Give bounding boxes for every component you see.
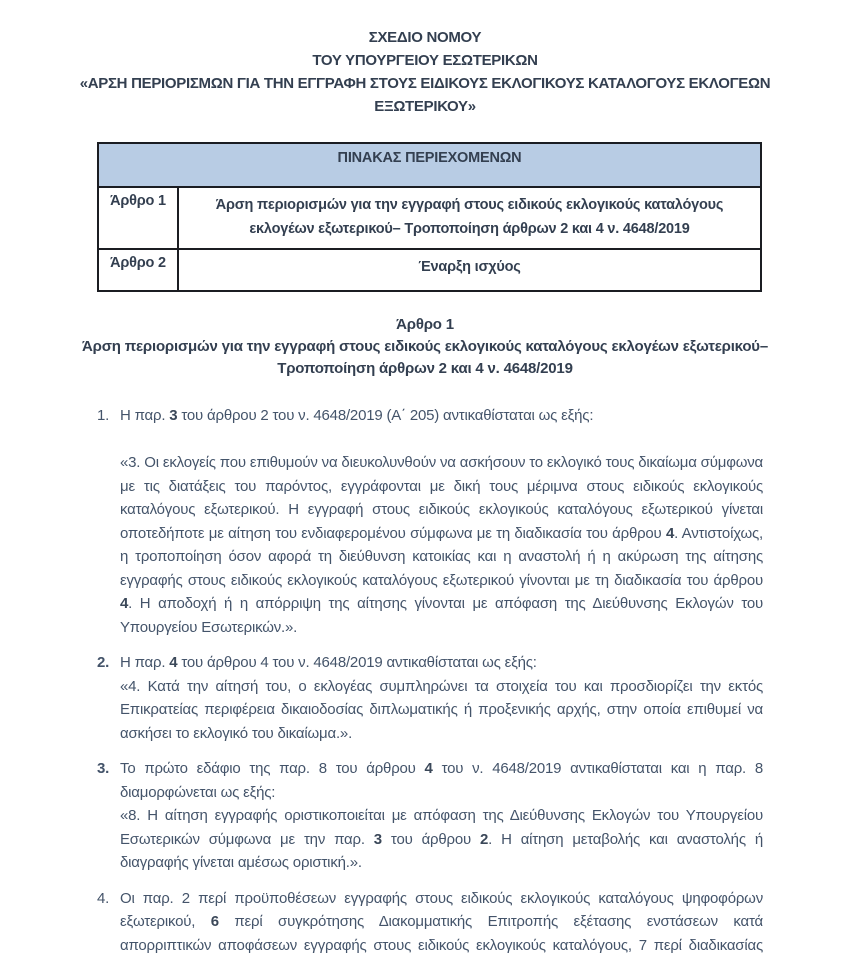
text-run: του άρθρου 4 του ν. 4648/2019 αντικαθίσταται ως εξής:	[177, 654, 536, 671]
text-run: Η παρ.	[120, 407, 169, 424]
document-title-line: «ΑΡΣΗ ΠΕΡΙΟΡΙΣΜΩΝ ΓΙΑ ΤΗΝ ΕΓΓΡΑΦΗ ΣΤΟΥΣ ΕΙΔΙΚΟΥΣ ΕΚΛΟΓΙΚΟΥΣ ΚΑΤΑΛΟΓΟΥΣ ΕΚΛΟΓΕΩΝ ΕΞΩΤΕΡΙΚΟΥ»	[60, 72, 790, 118]
text-run: . Η αίτηση μεταβολής και αναστολής ή διαγραφής γίνεται αμέσως οριστική.».	[120, 831, 763, 872]
text-run: «8. Η αίτηση εγγραφής οριστικοποιείται με απόφαση της Διεύθυνσης Εκλογών του Υπουργείου Εσωτερικών σύμφωνα με την παρ.	[120, 807, 763, 848]
text-run: «3. Οι εκλογείς που επιθυμούν να διευκολυνθούν να ασκήσουν το εκλογικό τους δικαίωμα σύμφωνα με τις διατάξεις του παρόντος, εγγράφονται με δική τους μέριμνα στους ειδικούς εκλογικούς καταλόγους εξωτερικού. Η εγγραφή στους ειδικούς εκλογικούς καταλόγους εξωτερικού γίνεται οποτεδήποτε με αίτηση του ενδιαφερομένου σύμφωνα με τη διαδικασία του άρθρου	[120, 454, 763, 542]
text-run: Το πρώτο εδάφιο της παρ. 8 του άρθρου	[120, 760, 425, 777]
list-item-marker: 2.	[97, 651, 120, 745]
paragraph	[120, 404, 763, 428]
document-title-block	[60, 0, 790, 118]
text-run: . Η αποδοχή ή η απόρριψη της αίτησης γίνονται με απόφαση της Διεύθυνσης Εκλογών του Υπουργείου Εσωτερικών.».	[120, 595, 763, 636]
toc-article-cell: Άρθρο 1	[98, 187, 178, 249]
toc-header-row	[98, 143, 761, 187]
toc-description-cell: Έναρξη ισχύος	[178, 249, 761, 291]
text-run: περί συγκρότησης Διακομματικής Επιτροπής εξέτασης ενστάσεων κατά απορριπτικών αποφάσεων εγγραφής στους ειδικούς εκλογικούς καταλόγους, 7 περί διαδικασίας	[120, 913, 763, 954]
list-item	[97, 651, 763, 745]
paragraph	[120, 804, 763, 875]
article-heading	[63, 314, 787, 380]
text-run: 4	[425, 760, 433, 777]
text-run: του ν. 4648/2019 αντικαθίσταται και η παρ. 8 διαμορφώνεται ως εξής:	[120, 760, 763, 801]
toc-article-cell: Άρθρο 2	[98, 249, 178, 291]
text-run: 4	[666, 525, 674, 542]
text-run: 2	[480, 831, 488, 848]
list-item-marker: 3.	[97, 757, 120, 875]
toc-rows	[98, 187, 761, 291]
list-item-content	[120, 651, 763, 745]
list-item-content	[120, 887, 763, 957]
document-title-line: ΣΧΕΔΙΟ ΝΟΜΟΥ	[60, 26, 790, 49]
text-run: Οι παρ. 2 περί προϋποθέσεων εγγραφής στους ειδικούς εκλογικούς καταλόγους ψηφοφόρων εξωτερικού,	[120, 890, 763, 931]
paragraph	[120, 675, 763, 746]
paragraph	[120, 651, 763, 675]
article-number: Άρθρο 1	[63, 314, 787, 336]
article-items-list	[97, 404, 763, 957]
text-run: 4	[169, 654, 177, 671]
toc-row	[98, 249, 761, 291]
text-run: 3	[169, 407, 177, 424]
document-title-line: ΤΟΥ ΥΠΟΥΡΓΕΙΟΥ ΕΣΩΤΕΡΙΚΩΝ	[60, 49, 790, 72]
text-run: 6	[211, 913, 219, 930]
text-run: . Αντιστοίχως, η τροποποίηση όσον αφορά τη διεύθυνση κατοικίας και η αναστολή ή η ακύρωση της αίτησης εγγραφής στους ειδικούς εκλογικούς καταλόγους εξωτερικού γίνονται με τη διαδικασία του άρθρου	[120, 525, 763, 589]
list-item-content	[120, 404, 763, 639]
list-item-marker: 1.	[97, 404, 120, 639]
paragraph	[120, 757, 763, 804]
text-run: 3	[374, 831, 382, 848]
text-run: του άρθρου 2 του ν. 4648/2019 (Α΄ 205) αντικαθίσταται ως εξής:	[177, 407, 593, 424]
paragraph	[120, 887, 763, 957]
list-item	[97, 757, 763, 875]
toc-description-cell: Άρση περιορισμών για την εγγραφή στους ειδικούς εκλογικούς καταλόγους εκλογέων εξωτερικού– Τροποποίηση άρθρων 2 και 4 ν. 4648/2019	[178, 187, 761, 249]
toc-table	[97, 142, 762, 292]
list-item-content	[120, 757, 763, 875]
toc-title: ΠΙΝΑΚΑΣ ΠΕΡΙΕΧΟΜΕΝΩΝ	[98, 143, 761, 187]
text-run: του άρθρου	[382, 831, 480, 848]
list-item-marker: 4.	[97, 887, 120, 957]
list-item	[97, 404, 763, 639]
paragraph	[120, 451, 763, 639]
text-run: Η παρ.	[120, 654, 169, 671]
article-title: Άρση περιορισμών για την εγγραφή στους ειδικούς εκλογικούς καταλόγους εκλογέων εξωτερικού– Τροποποίηση άρθρων 2 και 4 ν. 4648/2019	[63, 336, 787, 380]
text-run: «4. Κατά την αίτησή του, ο εκλογέας συμπληρώνει τα στοιχεία του και προσδιορίζει την εκτός Επικρατείας περιφέρεια δικαιοδοσίας διπλωματικής ή προξενικής αρχής, στην οποία επιθυμεί να ασκήσει το εκλογικό του δικαίωμα.».	[120, 678, 763, 742]
list-item	[97, 887, 763, 957]
text-run: 4	[120, 595, 128, 612]
toc-row	[98, 187, 761, 249]
